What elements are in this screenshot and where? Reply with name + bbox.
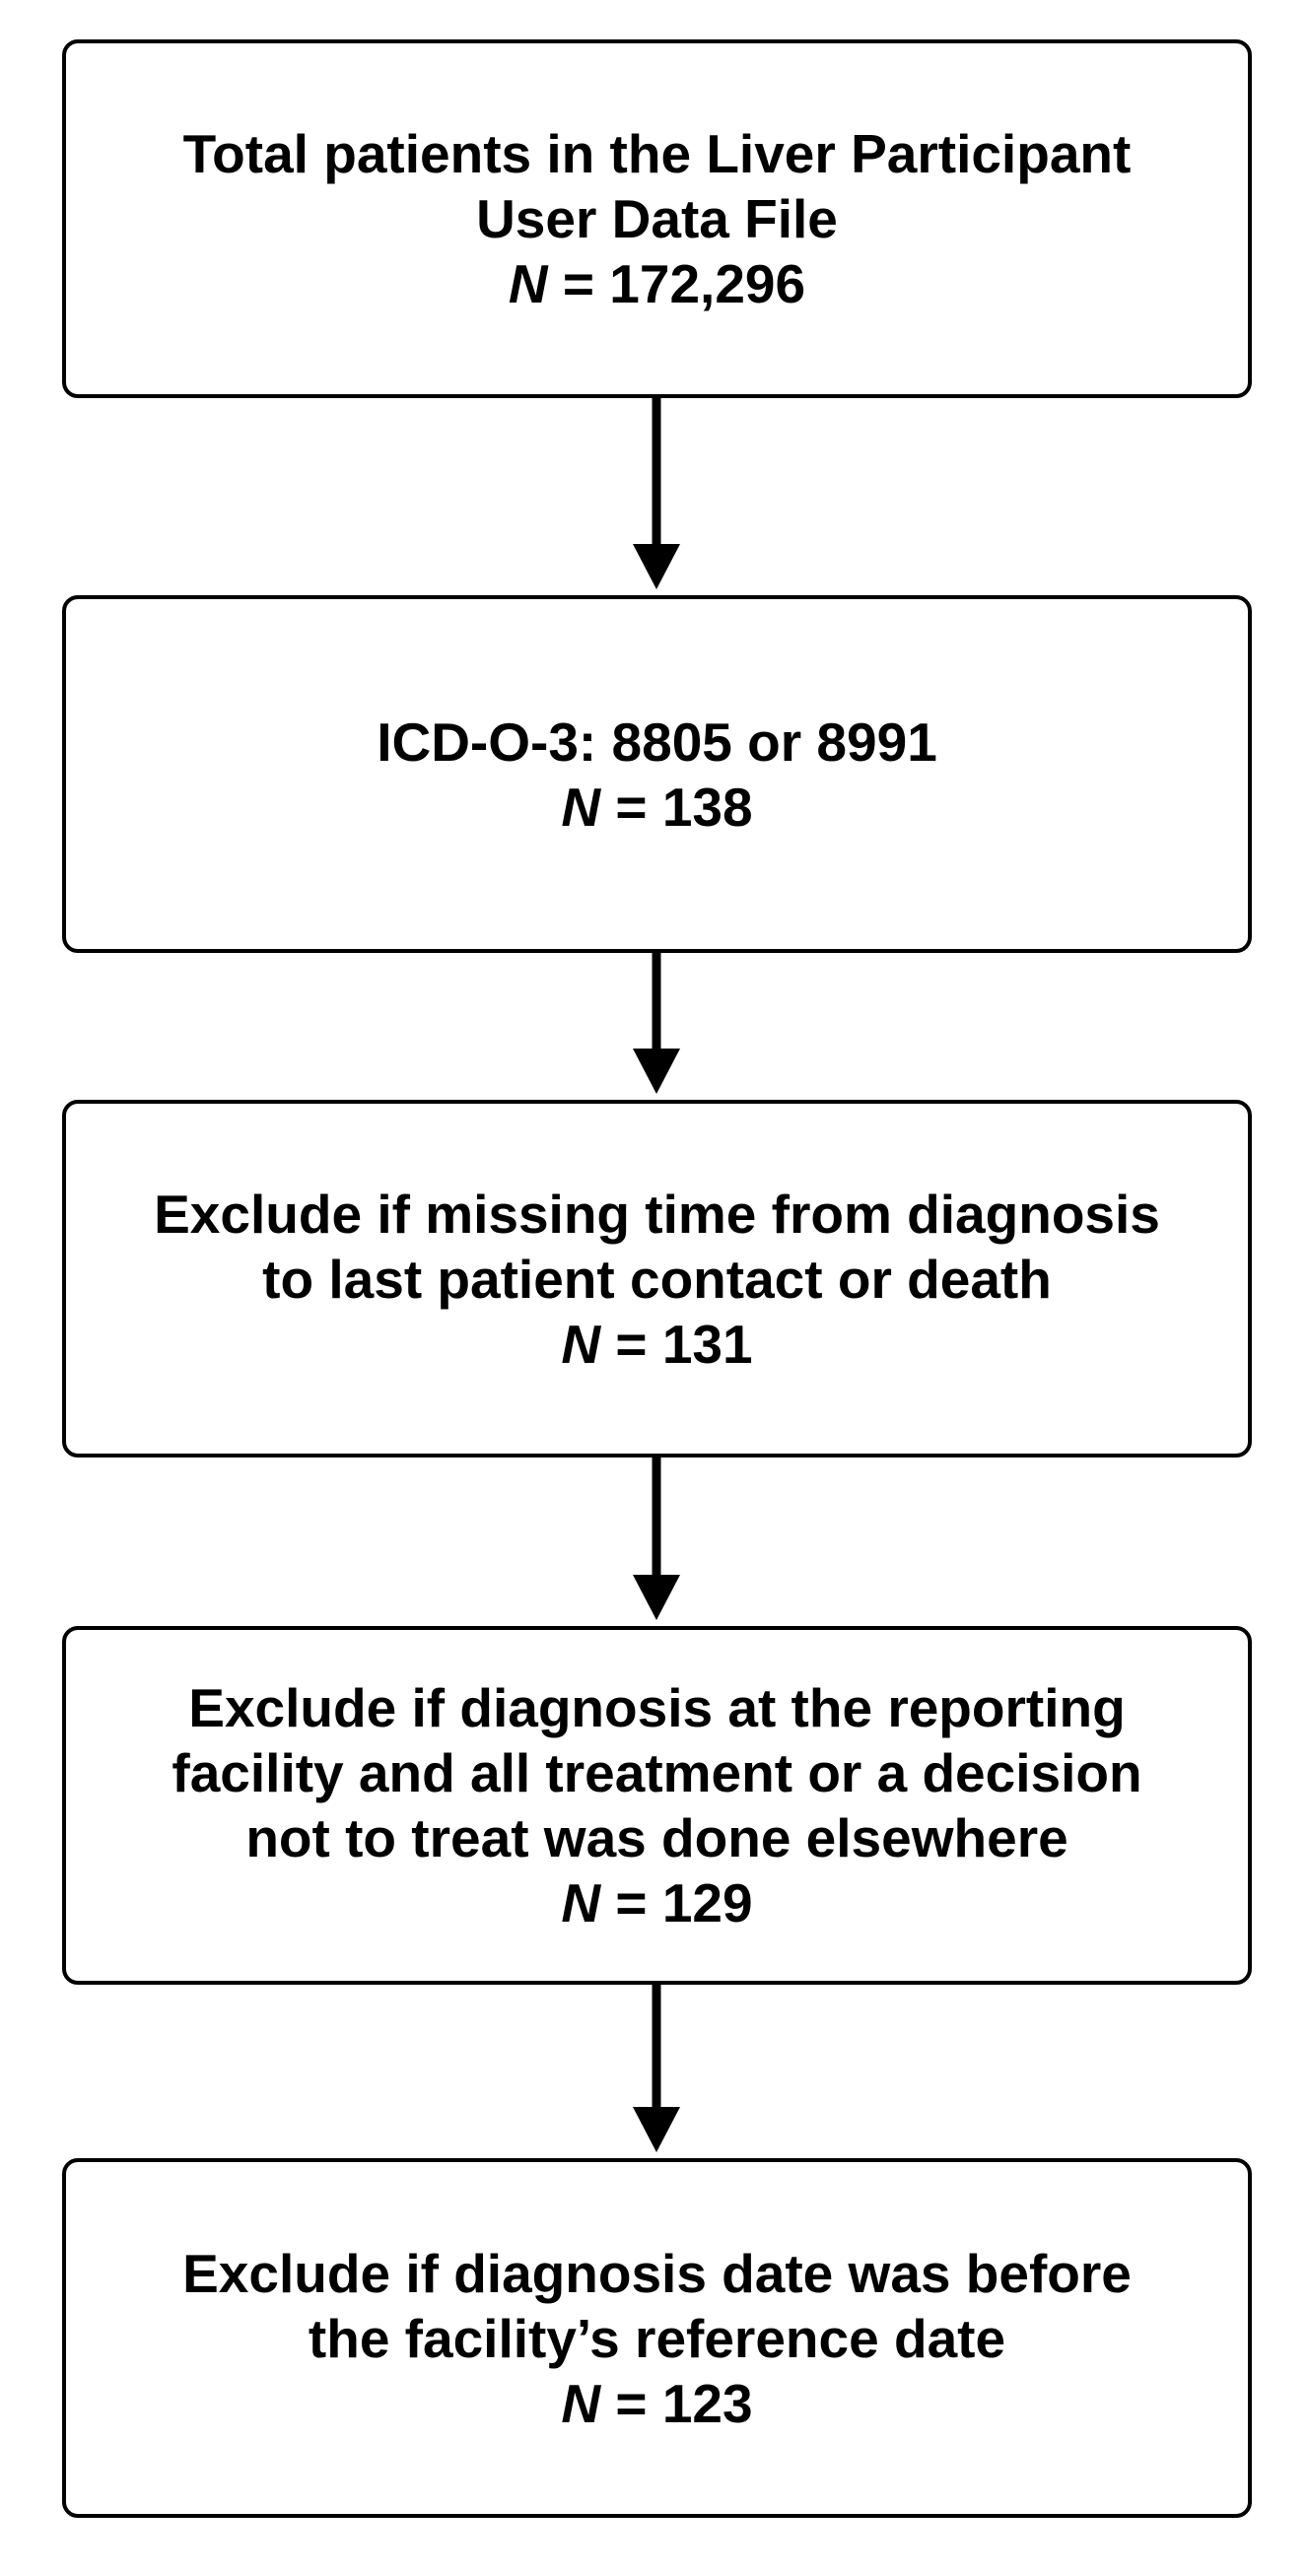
box-text-line: to last patient contact or death (262, 1248, 1052, 1310)
arrow-4-to-5 (633, 1985, 680, 2152)
n-value: = 129 (615, 1872, 753, 1933)
box-text-line: Exclude if diagnosis at the reporting (188, 1677, 1126, 1738)
arrow-3-to-4 (633, 1457, 680, 1620)
flow-box-total-patients (62, 39, 1252, 398)
n-label: N (561, 1872, 601, 1933)
patient-count (561, 2371, 752, 2436)
box-text-line: User Data File (476, 188, 838, 249)
patient-count (509, 251, 805, 316)
box-text-line: not to treat was done elsewhere (245, 1807, 1068, 1868)
flow-box-icd-o-3 (62, 595, 1252, 953)
n-value: = 138 (615, 776, 753, 838)
flow-box-exclude-reporting-facility (62, 1626, 1252, 1985)
arrow-1-to-2 (633, 398, 680, 589)
n-label: N (561, 2372, 601, 2434)
flow-box-exclude-missing-time (62, 1100, 1252, 1457)
box-text-line: the facility’s reference date (308, 2307, 1006, 2369)
n-label: N (561, 776, 601, 838)
patient-count (561, 1870, 752, 1935)
n-label: N (508, 253, 548, 314)
box-text-line: Exclude if diagnosis date was before (182, 2242, 1132, 2304)
arrow-2-to-3 (633, 953, 680, 1094)
box-text-line: Exclude if missing time from diagnosis (154, 1183, 1160, 1245)
box-text-line: facility and all treatment or a decision (172, 1742, 1142, 1803)
n-value: = 131 (615, 1313, 753, 1375)
n-value: = 123 (615, 2372, 753, 2434)
box-text-line: ICD-O-3: 8805 or 8991 (377, 711, 937, 773)
n-value: = 172,296 (562, 253, 806, 314)
patient-count (561, 775, 752, 840)
patient-count (561, 1312, 752, 1377)
box-text-line: Total patients in the Liver Participant (182, 123, 1132, 184)
n-label: N (561, 1313, 601, 1375)
flow-box-exclude-reference-date (62, 2158, 1252, 2518)
